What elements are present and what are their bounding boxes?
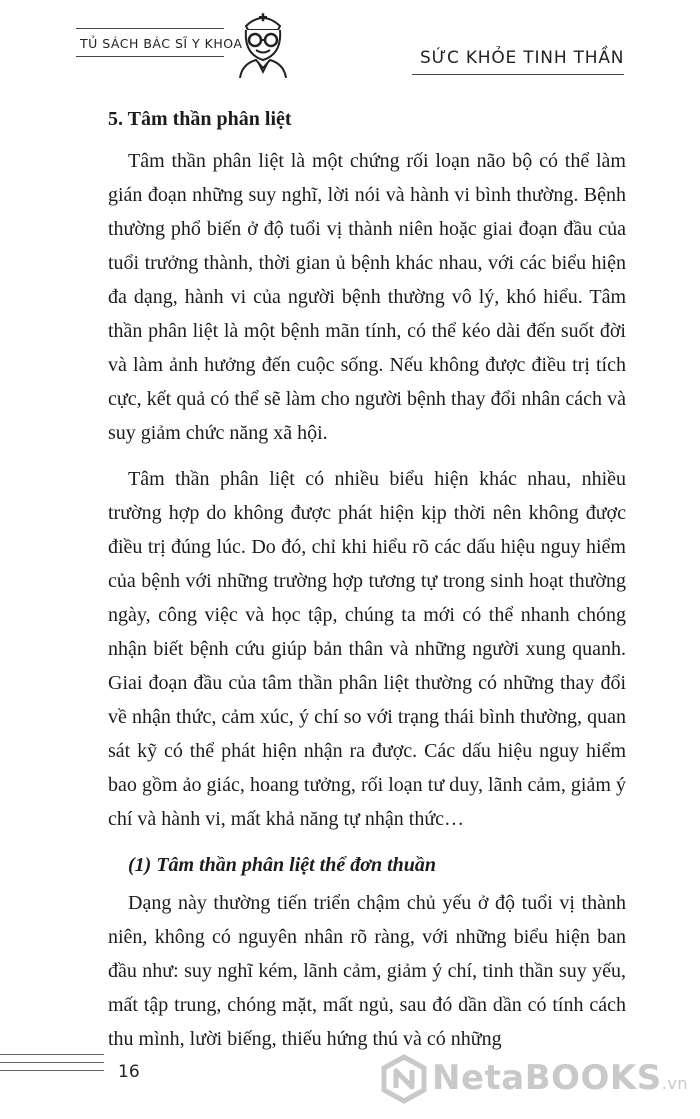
- header-rule-right: [412, 74, 624, 75]
- section-heading: 5. Tâm thần phân liệt: [108, 108, 292, 130]
- section-title: SỨC KHỎE TINH THẦN: [420, 48, 625, 68]
- paragraph-1: Tâm thần phân liệt là một chứng rối loạn não bộ có thể làm gián đoạn những suy nghĩ, lời nói và hành vi bình thường. Bệnh thường phổ biến ở độ tuổi vị thành niên hoặc giai đoạn đầu của tuổi trưởng thành, thời gian ủ bệnh khác nhau, với các biểu hiện đa dạng, hành vi của người bệnh thường vô lý, khó hiểu. Tâm thần phân liệt là một bệnh mãn tính, có thể kéo dài đến suốt đời và làm ảnh hưởng đến cuộc sống. Nếu không được điều trị tích cực, kết quả có thể sẽ làm cho người bệnh thay đổi nhân cách và suy giảm chức năng xã hội.: [108, 150, 626, 444]
- watermark-text: [432, 1058, 688, 1098]
- doctor-mascot-icon: [232, 8, 294, 78]
- paragraph-3: Dạng này thường tiến triển chậm chủ yếu ở độ tuổi vị thành niên, không có nguyên nhân rõ ràng, với những biểu hiện ban đầu như: suy nghĩ kém, lãnh cảm, giảm ý chí, tinh thần suy yếu, mất tập trung, chóng mặt, mất ngủ, sau đó dần dần có tính cách thu mình, lười biếng, thiếu hứng thú và có những: [108, 892, 626, 1050]
- page-number: 16: [118, 1062, 140, 1082]
- netabooks-logo-icon: [380, 1054, 428, 1104]
- watermark-brand: NetaBOOKS: [432, 1058, 662, 1098]
- book-series-title: TỦ SÁCH BÁC SĨ Y KHOA: [80, 36, 243, 51]
- footer-rule-3: [0, 1070, 104, 1071]
- header-rule-top: [76, 28, 224, 29]
- subsection-heading: (1) Tâm thần phân liệt thể đơn thuần: [128, 854, 437, 876]
- watermark-suffix: .vn: [661, 1074, 688, 1093]
- paragraph-2: Tâm thần phân liệt có nhiều biểu hiện khác nhau, nhiều trường hợp do không được phát hiện kịp thời nên không được điều trị đúng lúc. Do đó, chỉ khi hiểu rõ các dấu hiệu nguy hiểm của bệnh với những trường hợp tương tự trong sinh hoạt thường ngày, công việc và học tập, chúng ta mới có thể nhanh chóng nhận biết bệnh cứu giúp bản thân và những người xung quanh. Giai đoạn đầu của tâm thần phân liệt thường có những thay đổi về nhận thức, cảm xúc, ý chí so với trạng thái bình thường, quan sát kỹ có thể phát hiện nhận ra được. Các dấu hiệu nguy hiểm bao gồm ảo giác, hoang tưởng, rối loạn tư duy, lãnh cảm, giảm ý chí và hành vi, mất khả năng tự nhận thức…: [108, 468, 626, 830]
- page-footer: [0, 1040, 700, 1119]
- page-body: [108, 98, 626, 1068]
- watermark: [380, 1054, 700, 1104]
- footer-rule-2: [0, 1062, 104, 1063]
- footer-rule-1: [0, 1054, 104, 1055]
- header-rule-bottom: [76, 56, 224, 57]
- page-header: [0, 0, 700, 100]
